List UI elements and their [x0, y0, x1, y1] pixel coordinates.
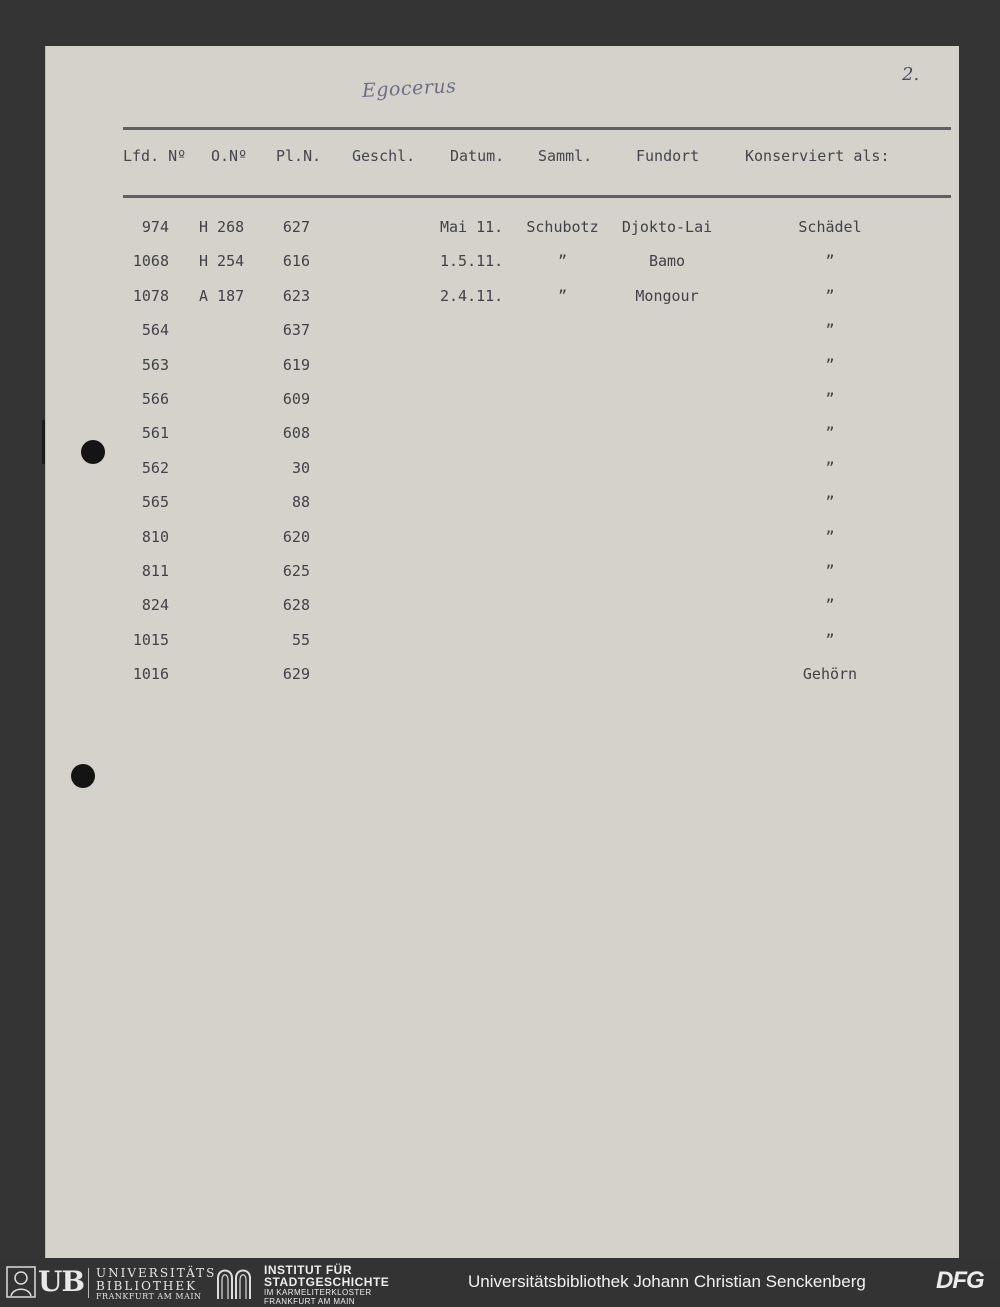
- header-lfd-nr: Lfd. Nº: [123, 147, 187, 165]
- punch-hole: [81, 440, 105, 464]
- cell-lfd-nr: 565: [141, 493, 169, 512]
- cell-fundort: Bamo: [648, 252, 686, 271]
- isg-arch-icon: [215, 1264, 253, 1300]
- cell-konserviert: ”: [825, 424, 835, 443]
- cell-konserviert: ”: [825, 252, 835, 271]
- isg-logo-line1: INSTITUT FÜR: [264, 1263, 352, 1277]
- cell-o-nr: A 187: [199, 286, 245, 305]
- cell-fundort: Mongour: [635, 286, 699, 305]
- cell-lfd-nr: 824: [141, 596, 169, 615]
- punch-hole: [71, 764, 95, 788]
- ub-logo-line3: FRANKFURT AM MAIN: [96, 1292, 202, 1301]
- cell-konserviert: ”: [825, 390, 835, 408]
- footer-bar: [0, 1258, 1000, 1307]
- isg-logo-line2: STADTGESCHICHTE: [264, 1275, 390, 1289]
- cell-lfd-nr: 1015: [132, 630, 169, 649]
- cell-pl-n: 619: [282, 355, 310, 374]
- cell-lfd-nr: 563: [141, 355, 169, 374]
- cell-konserviert: ”: [825, 355, 835, 374]
- cell-o-nr: H 254: [199, 252, 245, 271]
- header-o-nr: O.Nº: [211, 147, 248, 165]
- cell-pl-n: 625: [282, 562, 310, 580]
- cell-lfd-nr: 562: [141, 458, 169, 477]
- cell-o-nr: H 268: [199, 218, 245, 236]
- dfg-logo: DFG: [936, 1267, 984, 1294]
- cell-pl-n: 637: [282, 321, 310, 340]
- cell-datum: 2.4.11.: [440, 286, 504, 305]
- header-geschl: Geschl.: [352, 147, 416, 165]
- header-konserviert: Konserviert als:: [745, 147, 890, 165]
- header-fundort: Fundort: [636, 147, 700, 165]
- cell-lfd-nr: 1068: [132, 252, 169, 271]
- cell-lfd-nr: 811: [141, 562, 169, 580]
- cell-datum: Mai 11.: [440, 218, 504, 236]
- library-name: Universitätsbibliothek Johann Christian Senckenberg: [468, 1272, 866, 1291]
- ub-logo-line1: UNIVERSITÄTS: [96, 1266, 217, 1280]
- cell-pl-n: 623: [282, 286, 310, 305]
- header-pl-n: Pl.N.: [276, 147, 322, 165]
- isg-logo-line4: FRANKFURT AM MAIN: [264, 1297, 355, 1306]
- cell-konserviert: Gehörn: [802, 665, 858, 684]
- cell-datum: 1.5.11.: [440, 252, 504, 271]
- header-bottom-rule: [123, 195, 951, 198]
- cell-pl-n: 609: [282, 390, 310, 408]
- cell-samml: ”: [557, 286, 568, 305]
- cell-fundort: Djokto-Lai: [621, 218, 713, 236]
- cell-konserviert: ”: [825, 321, 835, 340]
- cell-pl-n: 620: [282, 527, 310, 546]
- cell-konserviert: Schädel: [798, 218, 862, 236]
- cell-konserviert: ”: [825, 527, 835, 546]
- cell-lfd-nr: 561: [141, 424, 169, 443]
- cell-pl-n: 608: [282, 424, 310, 443]
- ub-logo-line2: BIBLIOTHEK: [96, 1279, 198, 1293]
- ub-logo-letters: UB: [38, 1265, 85, 1298]
- table-top-rule: [123, 127, 951, 130]
- isg-logo-line3: IM KARMELITERKLOSTER: [264, 1288, 372, 1297]
- cell-samml: Schubotz: [526, 218, 599, 236]
- header-datum: Datum.: [450, 147, 505, 165]
- cell-konserviert: ”: [825, 493, 835, 512]
- page-number: 2.: [902, 64, 920, 85]
- cell-konserviert: ”: [825, 562, 835, 580]
- cell-lfd-nr: 1078: [132, 286, 169, 305]
- cell-lfd-nr: 566: [141, 390, 169, 408]
- ub-logo-divider: [88, 1268, 89, 1298]
- cell-pl-n: 88: [291, 493, 310, 512]
- cell-pl-n: 628: [282, 596, 310, 615]
- cell-pl-n: 55: [291, 630, 310, 649]
- cell-konserviert: ”: [825, 286, 835, 305]
- cell-konserviert: ”: [825, 630, 835, 649]
- handwritten-title: Egocerus: [361, 75, 457, 102]
- cell-samml: ”: [557, 252, 568, 271]
- cell-lfd-nr: 974: [141, 218, 169, 236]
- goethe-portrait-icon: [6, 1266, 36, 1298]
- header-samml: Samml.: [538, 147, 593, 165]
- cell-lfd-nr: 810: [141, 527, 169, 546]
- cell-konserviert: ”: [825, 458, 835, 477]
- cell-pl-n: 629: [282, 665, 310, 684]
- cell-konserviert: ”: [825, 596, 835, 615]
- cell-lfd-nr: 564: [141, 321, 169, 340]
- cell-pl-n: 30: [291, 458, 310, 477]
- cell-pl-n: 616: [282, 252, 310, 271]
- cell-lfd-nr: 1016: [132, 665, 169, 684]
- cell-pl-n: 627: [282, 218, 310, 236]
